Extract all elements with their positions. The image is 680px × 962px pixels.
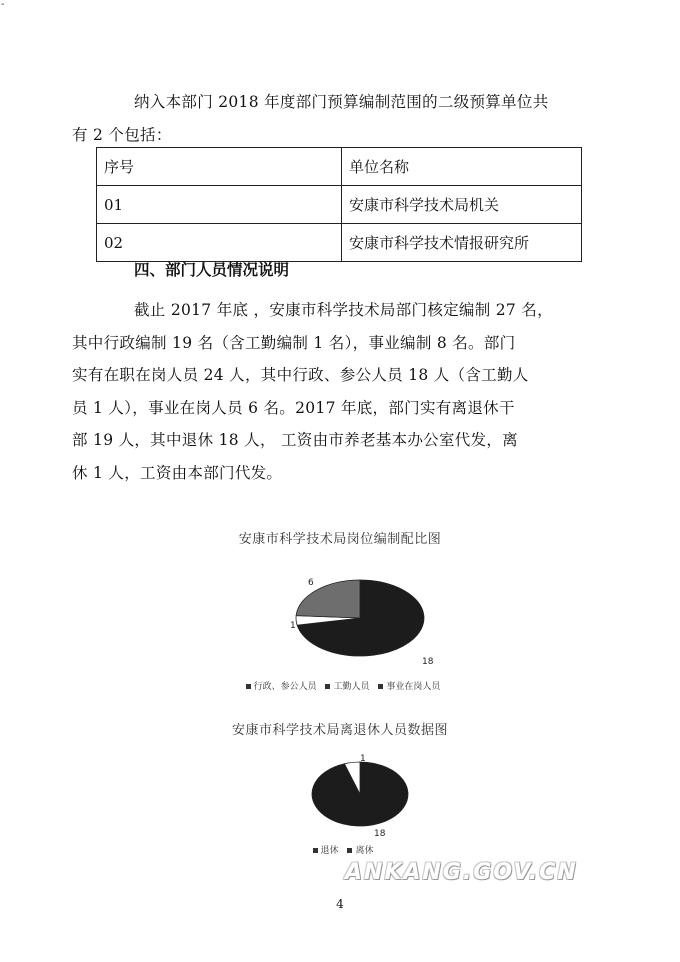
chart-2-title: 安康市科学技术局离退休人员数据图 [231,723,448,738]
body-line: 实有在职在岗人员 24 人，其中行政、参公人员 18 人（含工勤人 [72,366,529,384]
budget-units-table [96,147,582,262]
legend-swatch [347,848,352,853]
table-cell: 02 [97,224,342,262]
chart-2-pie [290,752,430,842]
legend-swatch [313,848,318,853]
pie-slice [296,580,360,618]
intro-line-1: 纳入本部门 2018 年度部门预算编制范围的二级预算单位共 [134,93,549,111]
legend-swatch [325,684,330,689]
chart-2-legend [0,843,680,856]
table-header-cell: 单位名称 [342,148,582,186]
legend-label: 事业在岗人员 [386,682,441,692]
data-label: 18 [422,657,434,667]
chart-1-title: 安康市科学技术局岗位编制配比图 [238,532,442,547]
body-line: 休 1 人，工资由本部门代发。 [72,463,283,482]
chart-1-legend [0,679,680,692]
body-line: 部 19 人，其中退休 18 人， 工资由市养老基本办公室代发，离 [72,431,518,449]
body-line: 员 1 人），事业在岗人员 6 名。2017 年底，部门实有离退休干 [72,398,515,417]
data-label: 1 [290,621,296,631]
intro-line-2: 有 2 个包括： [72,126,172,144]
table-header-cell: 序号 [97,148,342,186]
corner-mark: - [1,0,5,10]
table-cell: 安康市科学技术局机关 [342,186,582,224]
table-header-row [97,148,582,186]
legend-label: 行政、参公人员 [253,682,317,692]
table-row [97,224,582,262]
legend-label: 工勤人员 [333,682,370,692]
watermark-logo: ANKANG.GOV.CN [345,860,578,885]
legend-label: 退休 [320,846,339,856]
table-row [97,186,582,224]
legend-label: 离休 [355,846,374,856]
legend-swatch [246,684,251,689]
intro-paragraph [72,86,593,152]
legend-swatch [378,684,383,689]
data-label: 6 [308,578,314,588]
page-number: 4 [336,897,344,911]
body-line: 其中行政编制 19 名（含工勤编制 1 名），事业编制 8 名。部门 [72,333,516,352]
section-heading: 四、部门人员情况说明 [134,261,290,279]
data-label: 18 [374,829,386,839]
body-line: 截止 2017 年底 ，安康市科学技术局部门核定编制 27 名， [134,301,553,319]
table-cell: 安康市科学技术情报研究所 [342,224,582,262]
staff-paragraph [72,294,593,489]
data-label: 1 [360,754,366,764]
table-cell: 01 [97,186,342,224]
chart-1-pie [270,570,450,670]
